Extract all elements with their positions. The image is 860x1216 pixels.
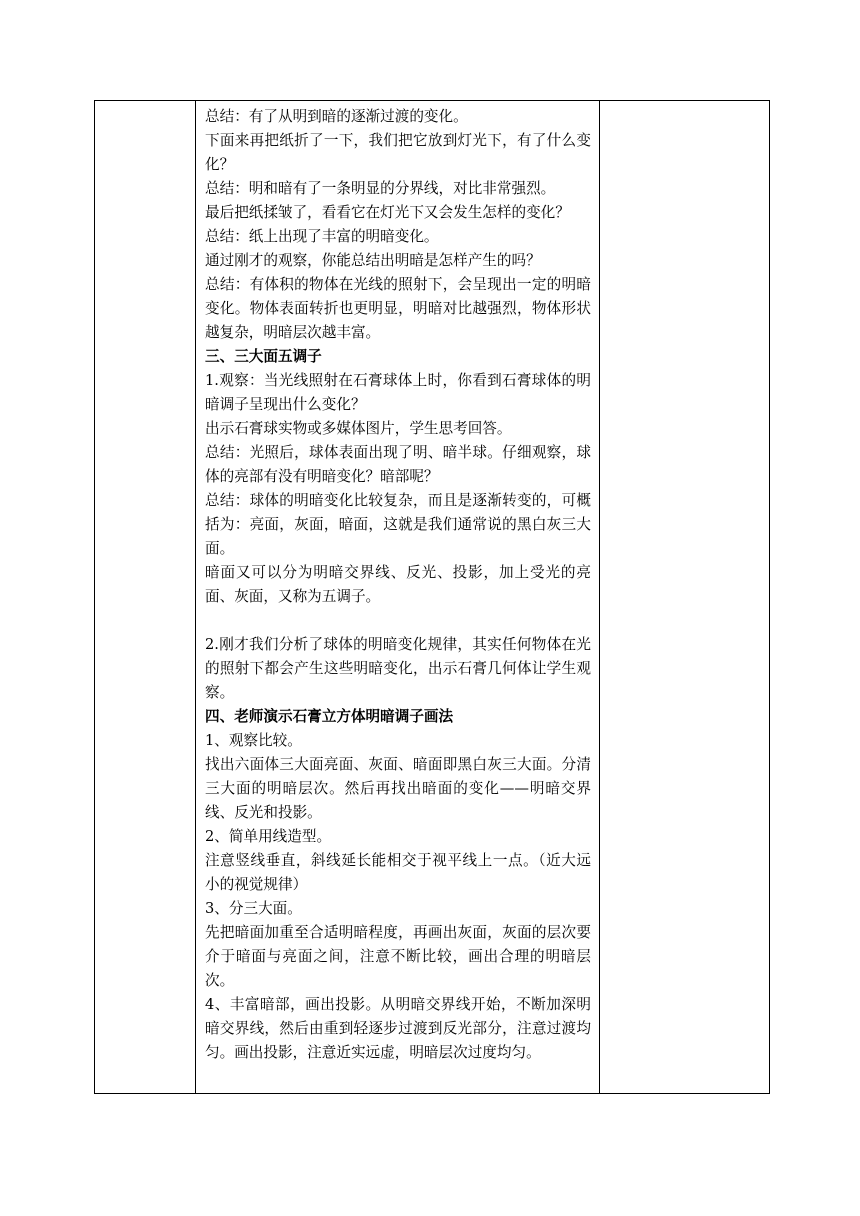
lesson-table [94,100,770,1094]
paragraph: 2、简单用线造型。 [205,828,332,845]
paragraph: 4、丰富暗部，画出投影。从明暗交界线开始，不断加深明暗交界线，然后由重到轻逐步过渡到反光部分，注意过渡均匀。画出投影，注意近实远虚，明暗层次过度均匀。 [205,996,591,1061]
paragraph: 最后把纸揉皱了，看看它在灯光下又会发生怎样的变化？ [205,204,570,221]
paragraph: 总结：有体积的物体在光线的照射下，会呈现出一定的明暗变化。物体表面转折也更明显，明暗对比越强烈，物体形状越复杂，明暗层次越丰富。 [205,276,591,341]
blank-line [205,609,591,633]
paragraph: 1.观察：当光线照射在石膏球体上时，你看到石膏球体的明暗调子呈现出什么变化？ [205,372,591,413]
paragraph: 总结：光照后，球体表面出现了明、暗半球。仔细观察，球体的亮部有没有明暗变化？暗部呢？ [205,444,591,485]
paragraph: 先把暗面加重至合适明暗程度，再画出灰面，灰面的层次要介于暗面与亮面之间，注意不断比较，画出合理的明暗层次。 [205,924,591,989]
section-heading: 三、三大面五调子 [205,348,322,365]
paragraph: 出示石膏球实物或多媒体图片，学生思考回答。 [205,420,512,437]
paragraph: 通过刚才的观察，你能总结出明暗是怎样产生的吗？ [205,252,541,269]
section-heading: 四、老师演示石膏立方体明暗调子画法 [205,708,454,725]
paragraph: 总结：纸上出现了丰富的明暗变化。 [205,228,439,245]
paragraph: 3、分三大面。 [205,900,302,917]
left-cell [95,101,196,1094]
paragraph: 找出六面体三大面亮面、灰面、暗面即黑白灰三大面。分清三大面的明暗层次。然后再找出暗面的变化——明暗交界线、反光和投影。 [205,756,591,821]
paragraph: 总结：球体的明暗变化比较复杂，而且是逐渐转变的，可概括为：亮面，灰面，暗面，这就是我们通常说的黑白灰三大面。 [205,492,591,557]
content-cell [196,101,600,1094]
paragraph: 2.刚才我们分析了球体的明暗变化规律，其实任何物体在光的照射下都会产生这些明暗变化，出示石膏几何体让学生观察。 [205,636,591,701]
lesson-content [196,101,599,1069]
paragraph: 暗面又可以分为明暗交界线、反光、投影，加上受光的亮面、灰面，又称为五调子。 [205,564,591,605]
paragraph: 1、观察比较。 [205,732,302,749]
paragraph: 注意竖线垂直，斜线延长能相交于视平线上一点。（近大远小的视觉规律） [205,852,591,893]
paragraph: 下面来再把纸折了一下，我们把它放到灯光下，有了什么变化？ [205,132,591,173]
table-row [95,101,770,1094]
paragraph: 总结：明和暗有了一条明显的分界线，对比非常强烈。 [205,180,556,197]
paragraph: 总结：有了从明到暗的逐渐过渡的变化。 [205,108,468,125]
right-cell [600,101,770,1094]
